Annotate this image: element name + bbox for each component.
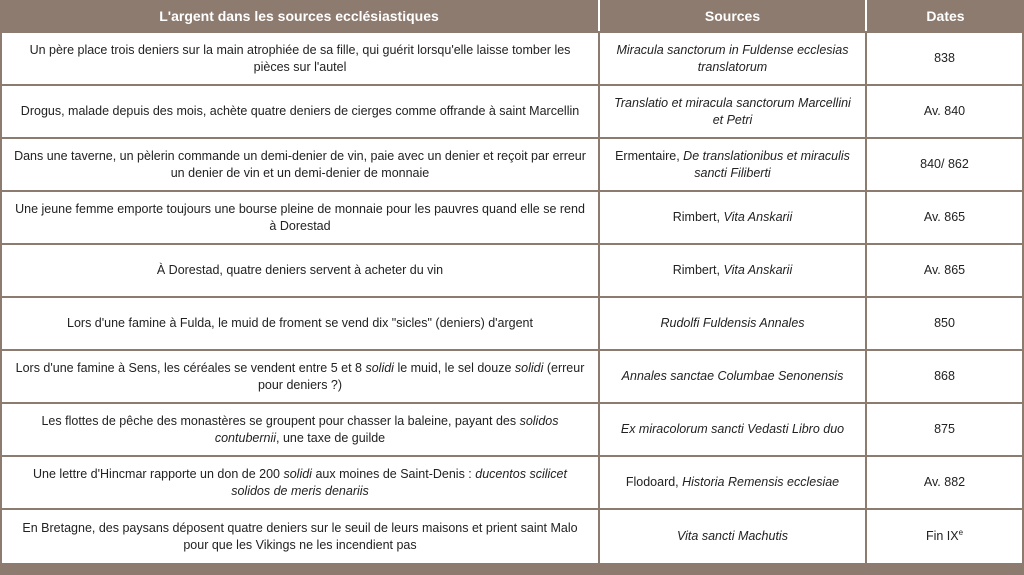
event-cell: Une jeune femme emporte toujours une bourse pleine de monnaie pour les pauvres quand elle se rend à Dorestad xyxy=(0,190,598,243)
source-cell: Annales sanctae Columbae Senonensis xyxy=(598,349,865,402)
table-row xyxy=(0,190,1024,243)
event-cell: Les flottes de pêche des monastères se groupent pour chasser la baleine, payant des solidos contubernii, une taxe de guilde xyxy=(0,402,598,455)
date-cell: 838 xyxy=(865,31,1024,84)
table-row xyxy=(0,243,1024,296)
source-cell: Translatio et miracula sanctorum Marcellini et Petri xyxy=(598,84,865,137)
table-header-row xyxy=(0,0,1024,31)
event-cell: Dans une taverne, un pèlerin commande un demi-denier de vin, paie avec un denier et reçoit par erreur un denier de vin et un demi-denier de monnaie xyxy=(0,137,598,190)
source-cell: Miracula sanctorum in Fuldense ecclesias translatorum xyxy=(598,31,865,84)
header-dates: Dates xyxy=(865,0,1024,31)
date-cell: Fin IXe xyxy=(865,508,1024,563)
table-row xyxy=(0,349,1024,402)
event-cell: Un père place trois deniers sur la main atrophiée de sa fille, qui guérit lorsqu'elle laisse tomber les pièces sur l'autel xyxy=(0,31,598,84)
event-cell: Drogus, malade depuis des mois, achète quatre deniers de cierges comme offrande à saint Marcellin xyxy=(0,84,598,137)
source-cell: Ermentaire, De translationibus et miraculis sancti Filiberti xyxy=(598,137,865,190)
table-row xyxy=(0,296,1024,349)
header-sources: Sources xyxy=(598,0,865,31)
source-cell: Flodoard, Historia Remensis ecclesiae xyxy=(598,455,865,508)
source-cell: Rimbert, Vita Anskarii xyxy=(598,190,865,243)
source-cell: Ex miracolorum sancti Vedasti Libro duo xyxy=(598,402,865,455)
table-row xyxy=(0,84,1024,137)
event-cell: Lors d'une famine à Sens, les céréales se vendent entre 5 et 8 solidi le muid, le sel douze solidi (erreur pour deniers ?) xyxy=(0,349,598,402)
table-row xyxy=(0,31,1024,84)
date-cell: 840/ 862 xyxy=(865,137,1024,190)
table-row xyxy=(0,402,1024,455)
table-row xyxy=(0,455,1024,508)
event-cell: Lors d'une famine à Fulda, le muid de froment se vend dix "sicles" (deniers) d'argent xyxy=(0,296,598,349)
date-cell: 868 xyxy=(865,349,1024,402)
table-row xyxy=(0,508,1024,563)
date-cell: Av. 865 xyxy=(865,190,1024,243)
table-row xyxy=(0,137,1024,190)
date-cell: Av. 882 xyxy=(865,455,1024,508)
source-cell: Vita sancti Machutis xyxy=(598,508,865,563)
event-cell: Une lettre d'Hincmar rapporte un don de 200 solidi aux moines de Saint-Denis : ducentos scilicet solidos de meris denariis xyxy=(0,455,598,508)
source-cell: Rudolfi Fuldensis Annales xyxy=(598,296,865,349)
event-cell: À Dorestad, quatre deniers servent à acheter du vin xyxy=(0,243,598,296)
source-cell: Rimbert, Vita Anskarii xyxy=(598,243,865,296)
date-cell: 875 xyxy=(865,402,1024,455)
header-event: L'argent dans les sources ecclésiastiques xyxy=(0,0,598,31)
date-cell: Av. 865 xyxy=(865,243,1024,296)
event-cell: En Bretagne, des paysans déposent quatre deniers sur le seuil de leurs maisons et prient saint Malo pour que les Vikings ne les incendient pas xyxy=(0,508,598,563)
date-cell: Av. 840 xyxy=(865,84,1024,137)
date-cell: 850 xyxy=(865,296,1024,349)
